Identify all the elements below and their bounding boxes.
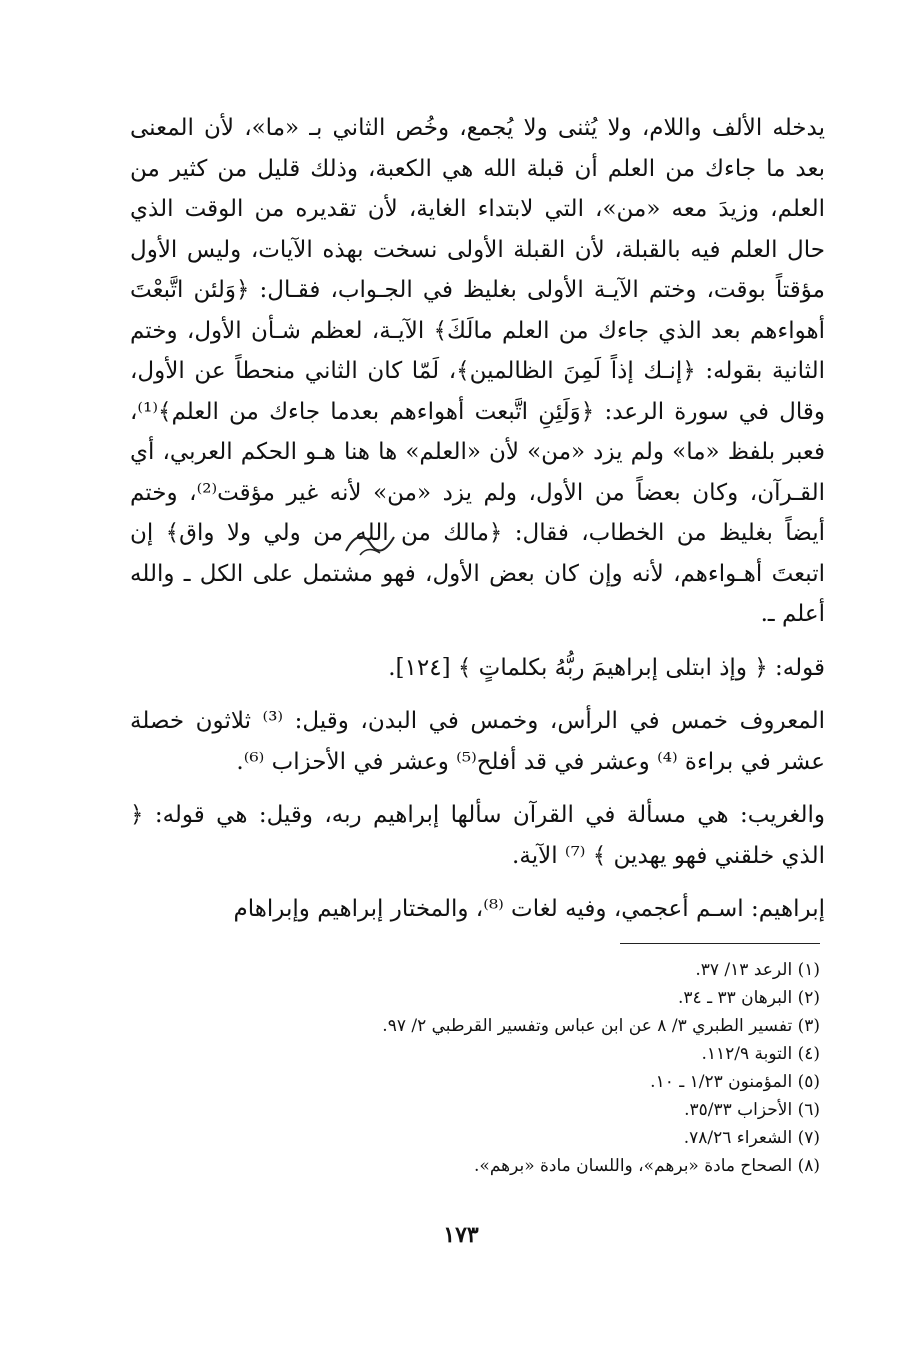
- paragraph-qibla-discussion: يدخله الألف واللام، ولا يُثنى ولا يُجمع، وخُص الثاني بـ «ما»، لأن المعنى بعد ما جاءك من العلم أن قبلة الله هي الكعبة، وذلك قليل من كثير من العلم، وزيدَ معه «من»، التي لابتداء الغاية، لأن تقديره من الوقت الذي حال العلم فيه بالقبلة، لأن القبلة الأولى نسخت بهذه الآيات، وليس الأول مؤقتاً بوقت، وختم الآيـة الأولى بغليظ في الجـواب، فقـال: ﴿وَلئن اتَّبعْتَ أهواءهم بعد الذي جاءك من العلم مالَكَ﴾ الآيـة، لعظم شـأن الأول، وختم الثانية بقوله: ﴿إنـك إذاً لَمِنَ الظالمين﴾، لَمّا كان الثاني منحطاً عن الأول، وقال في سورة الرعد: ﴿وَلَئِنِ اتَّبعت أهواءهم بعدما جاءك من العلم﴾⁽¹⁾، فعبر بلفظ «ما» ولم يزد «من» لأن «العلم» ها هنا هـو الحكم العربي، أي القـرآن، وكان بعضاً من الأول، ولم يزد «من» لأنه غير مؤقت⁽²⁾، وختم أيضاً بغليظ من الخطاب، فقال: ﴿مالك من الله من ولي ولا واق﴾ إن اتبعتَ أهـواءهم، لأنه وإن كان بعض الأول، فهو مشتمل على الكل ـ والله أعلم ـ.: [130, 115, 825, 627]
- paragraph-rare-meaning: والغريب: هي مسألة في القرآن سألها إبراهيم ربه، وقيل: هي قوله: ﴿ الذي خلقني فهو يهدين ﴾ ⁽⁷⁾ الآية.: [130, 802, 825, 869]
- footnote-item: (٨) الصحاح مادة «برهم»، واللسان مادة «برهم».: [474, 1156, 820, 1176]
- footnote-item: (٥) المؤمنون ١/٢٣ ـ ١٠.: [650, 1072, 820, 1092]
- paragraph-verse-124-heading: قوله: ﴿ وإذ ابتلى إبراهيمَ ربُّهُ بكلماتٍ ﴾ [١٢٤].: [388, 654, 825, 681]
- footnote-separator: [620, 943, 820, 944]
- footnote-item: (٣) تفسير الطبري ٣/ ٨ عن ابن عباس وتفسير القرطبي ٢/ ٩٧.: [382, 1016, 820, 1036]
- paragraph-ibrahim-name: إبراهيم: اسـم أعجمي، وفيه لغات ⁽⁸⁾، والمختار إبراهيم وإبراهام: [233, 896, 825, 922]
- footnote-item: (٧) الشعراء ٧٨/٢٦.: [683, 1128, 820, 1148]
- paragraph-known-meaning: المعروف خمس في الرأس، وخمس في البدن، وقيل: ⁽³⁾ ثلاثون خصلة عشر في براءة ⁽⁴⁾ وعشر في قد أفلح⁽⁵⁾ وعشر في الأحزاب ⁽⁶⁾.: [130, 708, 826, 775]
- page-number: ١٧٣: [443, 1222, 479, 1248]
- footnotes: [140, 956, 820, 1180]
- main-text: [130, 108, 825, 930]
- footnote-item: (٦) الأحزاب ٣٥/٣٣.: [684, 1100, 820, 1120]
- footnote-item: (١) الرعد ١٣/ ٣٧.: [695, 960, 820, 980]
- handwritten-annotation-icon: [340, 525, 400, 561]
- footnote-item: (٢) البرهان ٣٣ ـ ٣٤.: [678, 988, 820, 1008]
- footnote-item: (٤) التوبة ١١٢/٩.: [701, 1044, 820, 1064]
